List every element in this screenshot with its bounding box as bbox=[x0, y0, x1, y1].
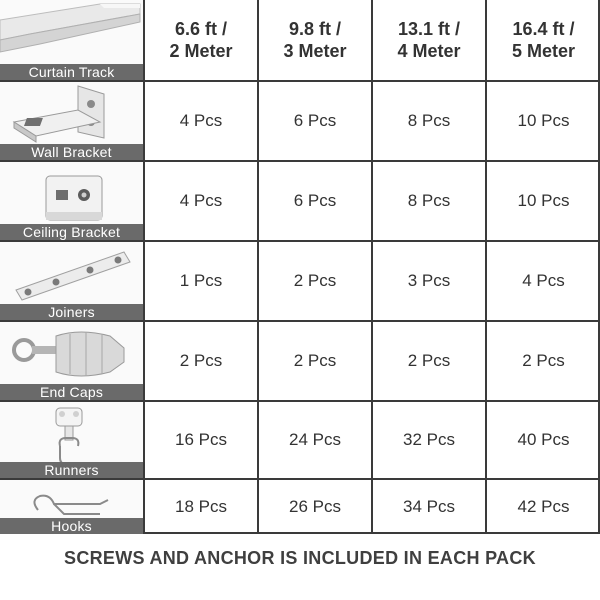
header-3m: 9.8 ft / 3 Meter bbox=[257, 0, 371, 80]
row-label: Curtain Track bbox=[0, 64, 143, 80]
cell-hooks-2m: 18 Pcs bbox=[143, 478, 257, 534]
header-2m: 6.6 ft / 2 Meter bbox=[143, 0, 257, 80]
cell-joiners-4m: 3 Pcs bbox=[371, 240, 485, 320]
row-label: Wall Bracket bbox=[0, 144, 143, 160]
row-image-wall-bracket bbox=[0, 80, 143, 160]
cell-ceiling-bracket-3m: 6 Pcs bbox=[257, 160, 371, 240]
cell-wall-bracket-4m: 8 Pcs bbox=[371, 80, 485, 160]
cell-joiners-5m: 4 Pcs bbox=[485, 240, 600, 320]
cell-end-caps-5m: 2 Pcs bbox=[485, 320, 600, 400]
row-image-hooks bbox=[0, 478, 143, 534]
cell-end-caps-3m: 2 Pcs bbox=[257, 320, 371, 400]
cell-runners-4m: 32 Pcs bbox=[371, 400, 485, 478]
row-label: Hooks bbox=[0, 518, 143, 534]
row-image-end-caps bbox=[0, 320, 143, 400]
cell-runners-5m: 40 Pcs bbox=[485, 400, 600, 478]
row-label: Runners bbox=[0, 462, 143, 478]
cell-wall-bracket-2m: 4 Pcs bbox=[143, 80, 257, 160]
cell-ceiling-bracket-4m: 8 Pcs bbox=[371, 160, 485, 240]
cell-joiners-2m: 1 Pcs bbox=[143, 240, 257, 320]
row-label: Ceiling Bracket bbox=[0, 224, 143, 240]
footer-note: SCREWS AND ANCHOR IS INCLUDED IN EACH PACK bbox=[64, 548, 536, 568]
cell-wall-bracket-5m: 10 Pcs bbox=[485, 80, 600, 160]
cell-end-caps-2m: 2 Pcs bbox=[143, 320, 257, 400]
cell-hooks-5m: 42 Pcs bbox=[485, 478, 600, 534]
row-label: End Caps bbox=[0, 384, 143, 400]
cell-hooks-4m: 34 Pcs bbox=[371, 478, 485, 534]
cell-hooks-3m: 26 Pcs bbox=[257, 478, 371, 534]
row-image-joiners bbox=[0, 240, 143, 320]
cell-joiners-3m: 2 Pcs bbox=[257, 240, 371, 320]
row-label: Joiners bbox=[0, 304, 143, 320]
cell-end-caps-4m: 2 Pcs bbox=[371, 320, 485, 400]
cell-ceiling-bracket-2m: 4 Pcs bbox=[143, 160, 257, 240]
row-image-ceiling-bracket bbox=[0, 160, 143, 240]
cell-runners-2m: 16 Pcs bbox=[143, 400, 257, 478]
row-image-runners bbox=[0, 400, 143, 478]
cell-runners-3m: 24 Pcs bbox=[257, 400, 371, 478]
header-5m: 16.4 ft / 5 Meter bbox=[485, 0, 600, 80]
header-4m: 13.1 ft / 4 Meter bbox=[371, 0, 485, 80]
row-image-curtain-track bbox=[0, 0, 143, 80]
cell-wall-bracket-3m: 6 Pcs bbox=[257, 80, 371, 160]
cell-ceiling-bracket-5m: 10 Pcs bbox=[485, 160, 600, 240]
